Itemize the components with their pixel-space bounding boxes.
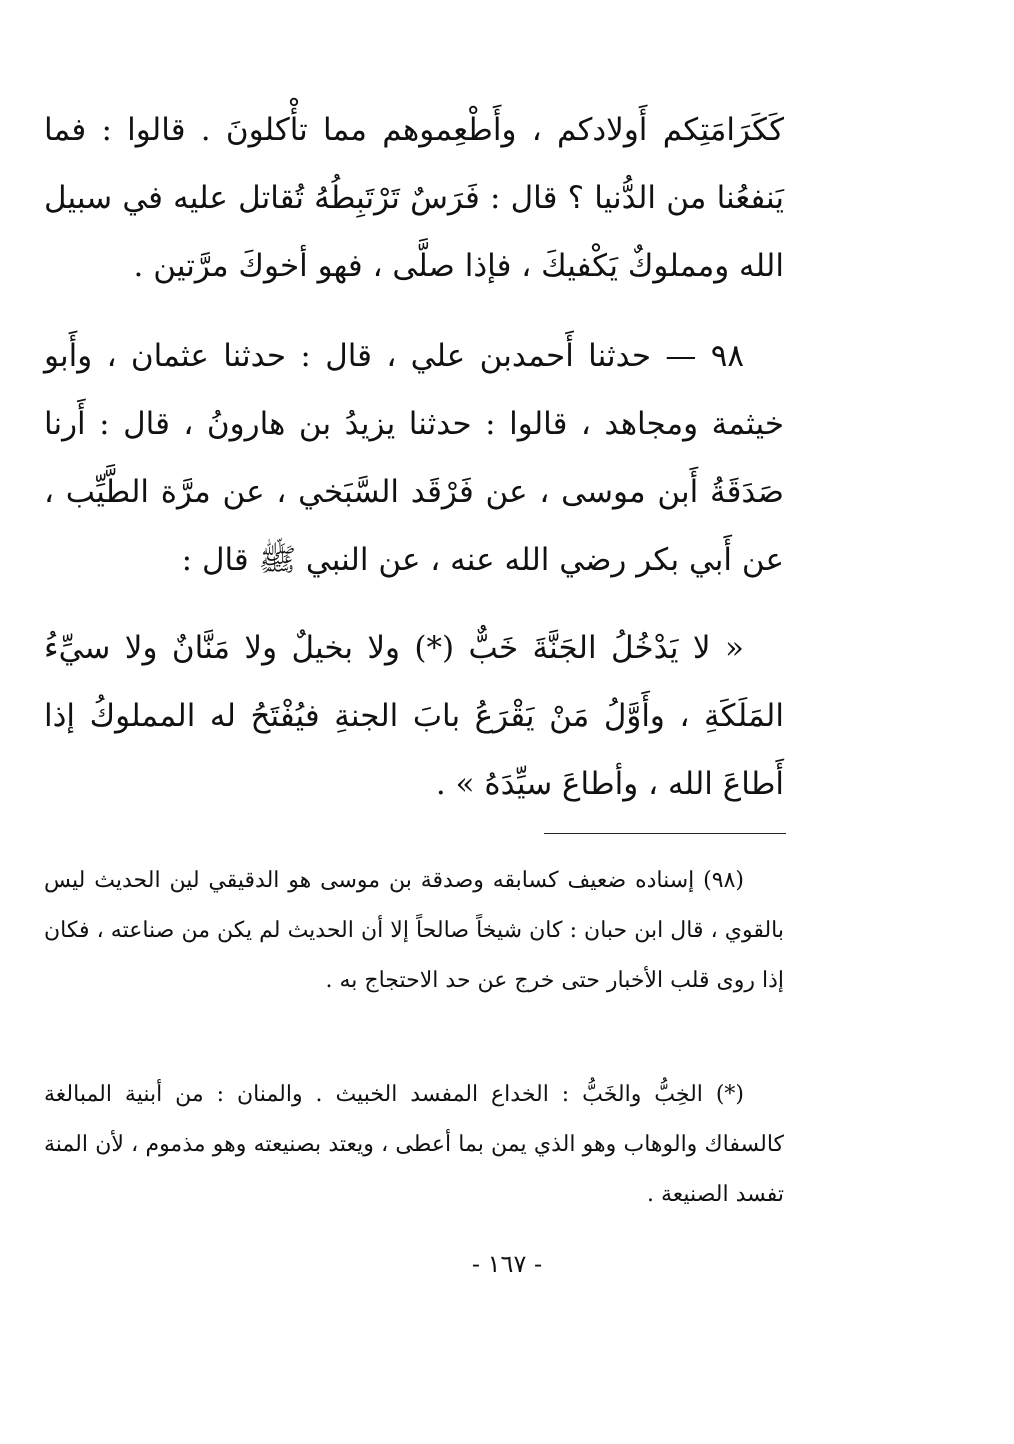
footnote-text: (٩٨) إسناده ضعيف كسابقه وصدقة بن موسى هو الدقيقي لين الحديث ليس بالقوي ، قال ابن حبان : كان شيخاً صالحاً إلا أن الحديث لم يكن من صناعته ، فكان إذا روى قلب الأخبار حتى خرج عن حد الاحتجاج به . [44,868,784,993]
hadith-matn: « لا يَدْخُلُ الجَنَّةَ خَبٌّ (*) ولا بخيلٌ ولا مَنَّانٌ ولا سيِّءُ المَلَكَةِ ، وأَوَّلُ مَنْ يَقْرَعُ بابَ الجنةِ فيُفْتَحُ له المملوكُ إذا أَطاعَ الله ، وأطاعَ سيِّدَهُ » . [44,630,784,802]
footnote-star [44,1070,784,1220]
footnote-text: (*) الخِبُّ والخَبُّ : الخداع المفسد الخبيث . والمنان : من أبنية المبالغة كالسفاك والوهاب وهو الذي يمن بما أعطى ، ويعتد بصنيعته وهو مذموم ، لأن المنة تفسد الصنيعة . [44,1082,784,1207]
footnote-separator [544,833,786,834]
hadith-isnad: ٩٨ — حدثنا أَحمدبن علي ، قال : حدثنا عثمان ، وأَبو خيثمة ومجاهد ، قالوا : حدثنا يزيدُ بن هارونُ ، قال : أَرنا صَدَقَةُ أَبن موسى ، عن فَرْقَد السَّبَخي ، عن مرَّة الطَّيِّب ، عن أَبي بكر رضي الله عنه ، عن النبي ﷺ قال : [44,338,784,578]
hadith-98 [44,322,784,594]
paragraph-continuation: كَكَرَامَتِكم أَولادكم ، وأَطْعِموهم مما تأْكلونَ . قالوا : فما يَنفعُنا من الدُّنيا ؟ قال : فَرَسٌ تَرْتَبِطُهُ تُقاتل عليه في سبيل الله ومملوكٌ يَكْفيكَ ، فإذا صلَّى ، فهو أخوكَ مرَّتين . [44,112,784,284]
page-number: - ١٦٧ - [471,1250,543,1278]
hadith-text-block [44,614,784,818]
main-text [44,96,784,300]
footnote-98 [44,856,784,1006]
